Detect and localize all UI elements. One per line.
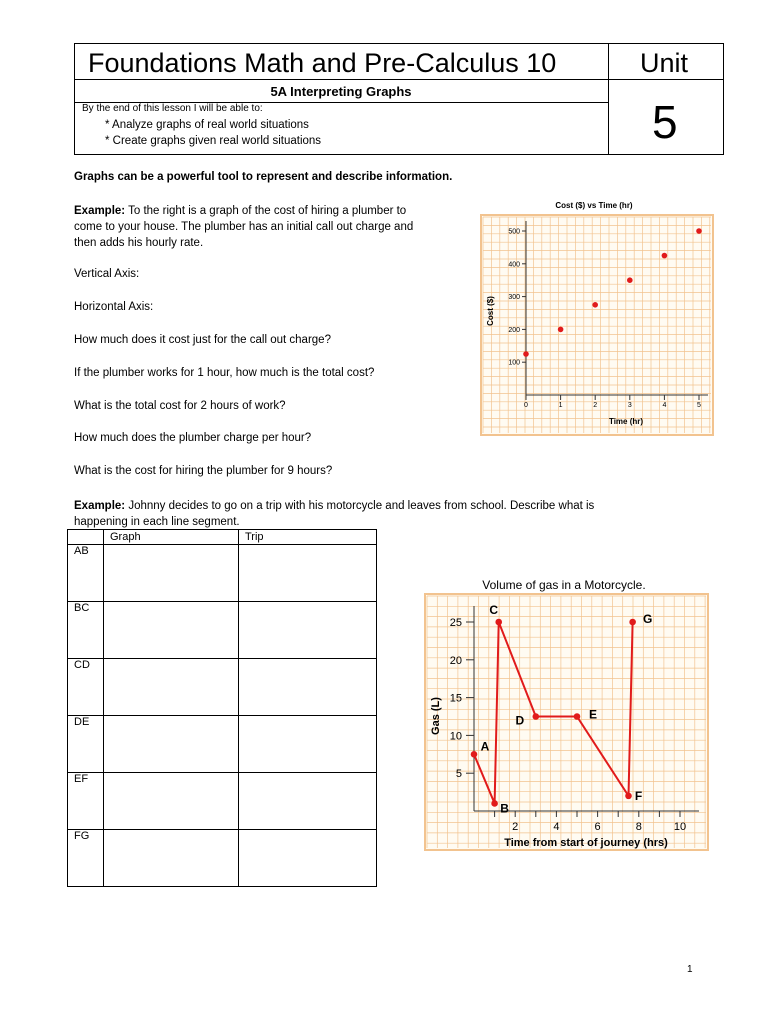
objective-2: * Create graphs given real world situations: [105, 135, 322, 147]
gas-chart-title: Volume of gas in a Motorcycle.: [482, 578, 646, 592]
table-header-graph: Graph: [104, 530, 239, 545]
graph-cell[interactable]: [104, 659, 239, 716]
gas-point-label: E: [588, 707, 598, 722]
course-title: Foundations Math and Pre-Calculus 10: [88, 48, 557, 78]
trip-cell[interactable]: [239, 659, 377, 716]
trip-table: [67, 529, 377, 887]
gas-data-point: [471, 751, 478, 758]
gas-data-point: [629, 619, 636, 626]
cost-y-tick-label: 200: [508, 326, 520, 334]
gas-y-tick-label: 15: [449, 692, 462, 705]
gas-y-tick-label: 20: [449, 654, 462, 667]
question-one-hour-cost: If the plumber works for 1 hour, how much is the total cost?: [74, 367, 375, 379]
gas-point-label: A: [480, 739, 490, 754]
question-vertical-axis: Vertical Axis:: [74, 268, 140, 280]
segment-label: EF: [68, 773, 104, 830]
graph-cell[interactable]: [104, 545, 239, 602]
gas-point-label: B: [500, 801, 509, 816]
gas-point-label: G: [642, 612, 653, 626]
gas-y-tick-label: 25: [449, 617, 462, 629]
gas-data-point: [495, 619, 502, 626]
graph-cell[interactable]: [104, 716, 239, 773]
example1-line2: come to your house. The plumber has an initial call out charge and: [74, 221, 414, 233]
gas-point-label: D: [515, 713, 525, 728]
gas-x-tick-label: 8: [635, 821, 642, 833]
cost-data-point: [627, 277, 633, 283]
graph-cell[interactable]: [104, 602, 239, 659]
trip-cell[interactable]: [239, 545, 377, 602]
trip-cell[interactable]: [239, 830, 377, 887]
cost-data-point: [662, 253, 668, 259]
cost-x-tick-label: 2: [593, 402, 598, 409]
cost-x-tick-label: 5: [697, 402, 701, 409]
header-rule: [74, 79, 724, 80]
example2-line2: happening in each line segment.: [74, 516, 240, 528]
gas-volume-chart: [424, 576, 710, 852]
question-two-hour-cost: What is the total cost for 2 hours of work?: [74, 400, 286, 412]
cost-x-tick-label: 3: [627, 402, 632, 409]
example2-label: Example:: [74, 500, 126, 512]
segment-label: FG: [68, 830, 104, 887]
table-row: [68, 545, 377, 602]
trip-cell[interactable]: [239, 716, 377, 773]
gas-chart-ylabel: Gas (L): [430, 697, 442, 735]
example1-line3: then adds his hourly rate.: [74, 237, 204, 249]
graph-cell[interactable]: [104, 773, 239, 830]
example1-text: [74, 203, 474, 251]
segment-label: BC: [68, 602, 104, 659]
example2-text: [74, 498, 714, 530]
intro-statement: Graphs can be a powerful tool to represent and describe information.: [74, 171, 453, 183]
question-hourly-rate: How much does the plumber charge per hour?: [74, 432, 312, 444]
gas-y-tick-label: 10: [449, 730, 462, 743]
cost-data-point: [696, 228, 702, 234]
gas-data-point: [625, 793, 632, 800]
table-header-trip: Trip: [239, 530, 377, 545]
example1-line1: To the right is a graph of the cost of hiring a plumber to: [125, 205, 407, 217]
cost-x-tick-label: 4: [662, 402, 667, 409]
cost-y-tick-label: 500: [508, 228, 520, 236]
example1-label: Example:: [74, 205, 126, 217]
segment-label: DE: [68, 716, 104, 773]
objective-intro: By the end of this lesson I will be able to:: [82, 103, 263, 114]
table-row: [68, 773, 377, 830]
cost-y-tick-label: 400: [508, 261, 520, 269]
objective-1: * Analyze graphs of real world situations: [105, 119, 309, 131]
trip-cell[interactable]: [239, 602, 377, 659]
gas-data-point: [574, 713, 581, 720]
table-row: [68, 716, 377, 773]
cost-data-point: [523, 351, 529, 357]
cost-chart-title: Cost ($) vs Time (hr): [555, 201, 633, 210]
cost-chart-ylabel: Cost ($): [486, 296, 495, 326]
page-number: 1: [687, 964, 693, 975]
cost-chart-xlabel: Time (hr): [608, 417, 644, 426]
segment-label: AB: [68, 545, 104, 602]
example2-line1: Johnny decides to go on a trip with his motorcycle and leaves from school. Describe what is: [125, 500, 595, 512]
question-callout-charge: How much does it cost just for the call out charge?: [74, 334, 331, 346]
question-horizontal-axis: Horizontal Axis:: [74, 301, 154, 313]
table-row: [68, 602, 377, 659]
unit-number: 5: [652, 96, 678, 148]
gas-point-label: C: [489, 603, 499, 617]
gas-point-label: F: [634, 788, 643, 803]
gas-data-point: [533, 713, 540, 720]
cost-data-point: [592, 302, 598, 308]
cost-y-tick-label: 300: [508, 294, 520, 302]
table-header-row: [68, 530, 377, 545]
cost-data-point: [558, 327, 564, 333]
unit-label: Unit: [640, 48, 689, 78]
gas-x-tick-label: 10: [673, 821, 687, 833]
cost-y-tick-label: 100: [508, 359, 520, 367]
cost-vs-time-chart: [478, 195, 716, 437]
gas-chart-xlabel: Time from start of journey (hrs): [504, 837, 668, 849]
graph-cell[interactable]: [104, 830, 239, 887]
segment-label: CD: [68, 659, 104, 716]
header-divider: [608, 43, 609, 155]
table-row: [68, 830, 377, 887]
table-header-segment: [68, 530, 104, 545]
gas-x-tick-label: 2: [512, 821, 519, 833]
question-nine-hours: What is the cost for hiring the plumber for 9 hours?: [74, 465, 333, 477]
gas-y-tick-label: 5: [455, 768, 462, 781]
trip-cell[interactable]: [239, 773, 377, 830]
gas-x-tick-label: 6: [594, 821, 601, 833]
gas-chart-background: [425, 594, 708, 850]
gas-x-tick-label: 4: [553, 821, 560, 833]
cost-x-tick-label: 0: [524, 402, 528, 409]
gas-data-point: [491, 800, 498, 807]
lesson-title: 5A Interpreting Graphs: [270, 84, 412, 99]
table-row: [68, 659, 377, 716]
cost-x-tick-label: 1: [558, 402, 563, 409]
